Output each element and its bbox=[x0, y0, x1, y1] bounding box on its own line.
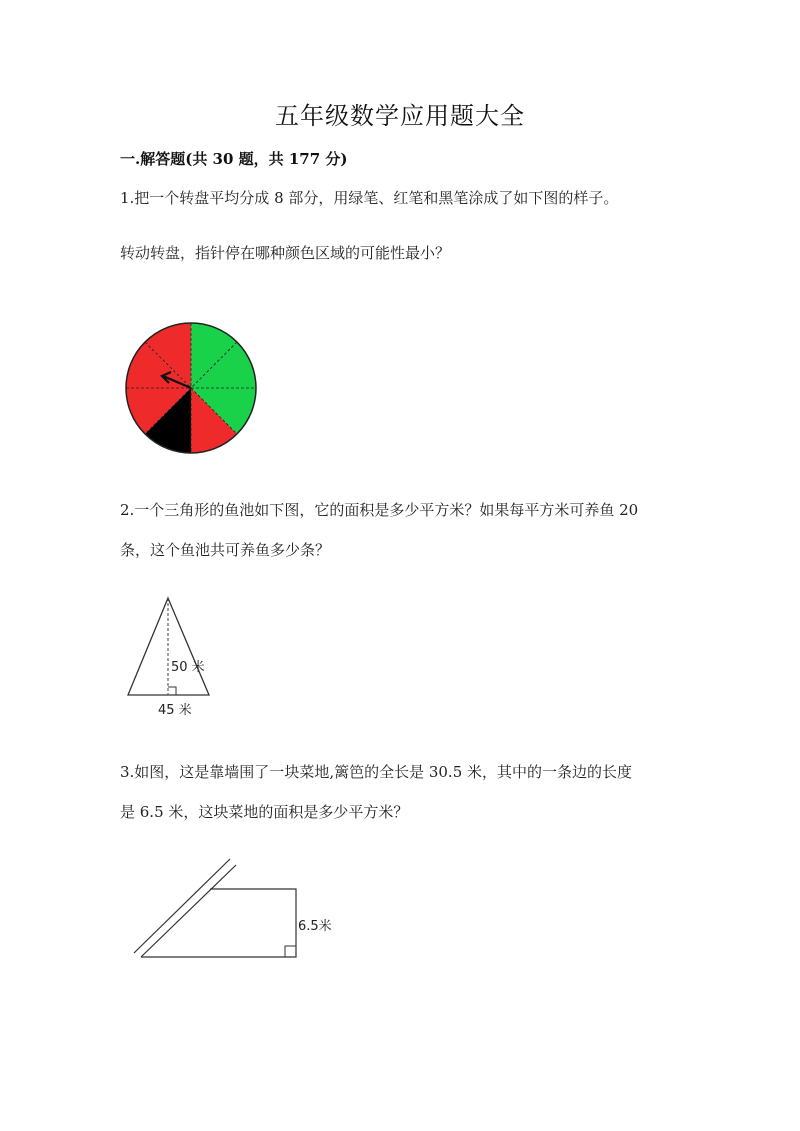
height-label: 50 米 bbox=[171, 660, 205, 675]
section-heading: 一.解答题(共 30 题，共 177 分) bbox=[120, 150, 348, 168]
spinner-figure bbox=[125, 322, 257, 454]
question-2-line-1: 2.一个三角形的鱼池如下图，它的面积是多少平方米？如果每平方米可养鱼 20 bbox=[120, 501, 639, 519]
triangle-pond-figure bbox=[120, 592, 230, 722]
question-3-line-1: 3.如图，这是靠墙围了一块菜地,篱笆的全长是 30.5 米，其中的一条边的长度 bbox=[120, 763, 633, 781]
base-label: 45 米 bbox=[158, 703, 192, 718]
vegetable-plot-figure bbox=[130, 855, 350, 965]
wall-lines bbox=[134, 859, 236, 957]
question-3-line-2: 是 6.5 米，这块菜地的面积是多少平方米？ bbox=[120, 803, 409, 821]
page-title: 五年级数学应用题大全 bbox=[275, 102, 525, 130]
right-angle-mark bbox=[285, 946, 296, 957]
side-length-label: 6.5米 bbox=[298, 919, 332, 934]
right-angle-mark bbox=[168, 687, 176, 695]
question-1-line-2: 转动转盘，指针停在哪种颜色区域的可能性最小？ bbox=[120, 244, 451, 262]
question-1-line-1: 1.把一个转盘平均分成 8 部分，用绿笔、红笔和黑笔涂成了如下图的样子。 bbox=[120, 189, 619, 207]
question-2-line-2: 条，这个鱼池共可养鱼多少条？ bbox=[120, 541, 331, 559]
